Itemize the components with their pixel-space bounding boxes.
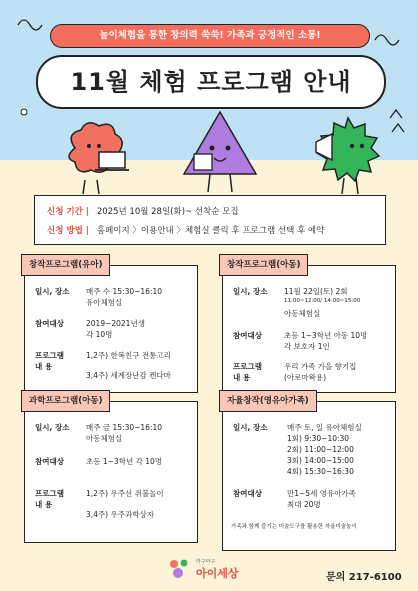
application-method-row <box>47 224 324 236</box>
application-method-label: 신청 방법 | <box>47 226 89 236</box>
program-value: 3,4주) 세계장난감 켄다마 <box>86 371 171 380</box>
card-creative-child <box>222 260 396 393</box>
logo-text: 아이세상 <box>196 567 239 580</box>
program-label: 프로그램 <box>35 351 64 360</box>
target-value: 초등 1~3학년 각 10명 <box>86 457 162 466</box>
tagline-banner: 놀이체험을 통한 창의력 쑥쑥! 가족과 긍정적인 소통! <box>50 24 370 48</box>
target-label: 참여대상 <box>233 331 262 340</box>
content-label: 내 용 <box>35 500 53 509</box>
logo-subtext: 마구마구 <box>196 559 216 565</box>
time-value: 매주 금 15:30~16:10 <box>86 423 163 432</box>
card-header: 창작프로그램(아동) <box>219 254 308 276</box>
time-slots: 11:00~12:00/ 14:00~15:00 <box>284 298 361 304</box>
spiky-character-icon <box>308 112 388 198</box>
session-item: 3회) 14:00~15:00 <box>287 456 354 465</box>
target-label: 참여대상 <box>35 319 64 328</box>
program-value: 1,2주) 한복친구 전통고리 <box>86 351 171 360</box>
time-label: 일시, 장소 <box>35 423 70 432</box>
application-info-box <box>34 195 386 245</box>
target-value: 만1~5세 영유아가족 <box>287 489 356 498</box>
program-value: (아로마왁용) <box>284 373 327 382</box>
session-item: 1회) 9:30~10:30 <box>287 434 350 443</box>
program-value: 우리 가족 가을 향기집 <box>284 362 357 371</box>
target-label: 참여대상 <box>233 489 262 498</box>
target-value: 초등 1~3학년 아동 10명 <box>284 331 368 340</box>
target-label: 참여대상 <box>35 457 64 466</box>
program-value: 1,2주) 우주선 쥐불놀이 <box>86 489 164 498</box>
contact-phone: 문의 217-6100 <box>326 572 402 583</box>
application-method-value: 홈페이지 〉이용안내 〉체험실 클릭 후 프로그램 선택 후 예약 <box>96 226 325 236</box>
application-period-value: 2025년 10월 28일(화)~ 선착순 모집 <box>96 207 239 217</box>
card-header: 과학프로그램(아동) <box>21 390 110 412</box>
place-value: 아동체험실 <box>86 434 123 443</box>
target-value: 2019~2021년생 <box>86 319 145 328</box>
place-value: 아동체험실 <box>284 309 321 318</box>
card-free-creative <box>222 396 396 551</box>
time-label: 일시, 장소 <box>35 287 70 296</box>
time-label: 일시, 장소 <box>233 287 268 296</box>
session-item: 4회) 15:30~16:30 <box>287 467 354 476</box>
time-value: 매주 수 15:30~16:10 <box>86 287 163 296</box>
card-creative-infant <box>24 260 198 393</box>
target-count: 각 보호자 1인 <box>284 342 330 351</box>
time-value: 11월 22일(토) 2회 <box>284 287 348 296</box>
place-value: 유아체험실 <box>86 298 123 307</box>
triangle-character-icon <box>180 108 260 196</box>
program-label: 프로그램 <box>35 489 64 498</box>
time-value: 매주 토, 일 유아체험실 <box>287 423 362 432</box>
application-period-row <box>47 205 239 217</box>
target-count: 각 10명 <box>86 330 113 339</box>
content-label: 내 용 <box>233 373 251 382</box>
application-period-label: 신청 기간 | <box>47 207 89 217</box>
card-science-child <box>24 396 198 543</box>
content-label: 내 용 <box>35 362 53 371</box>
logo-icon <box>168 558 192 582</box>
cloud-character-icon <box>55 118 135 198</box>
program-note: 가족과 함께 즐기는 미술도구를 활용한 자율미술놀이 <box>231 524 357 530</box>
program-value: 3,4주) 우주과학상자 <box>86 510 154 519</box>
card-header: 자율창작(영유아가족) <box>219 390 317 412</box>
time-label: 일시, 장소 <box>233 423 268 432</box>
page-title: 11월 체험 프로그램 안내 <box>36 55 386 109</box>
target-count: 최대 20명 <box>287 500 321 509</box>
card-header: 창작프로그램(유아) <box>21 254 110 276</box>
session-item: 2회) 11:00~12:00 <box>287 445 354 454</box>
program-label: 프로그램 <box>233 362 262 371</box>
